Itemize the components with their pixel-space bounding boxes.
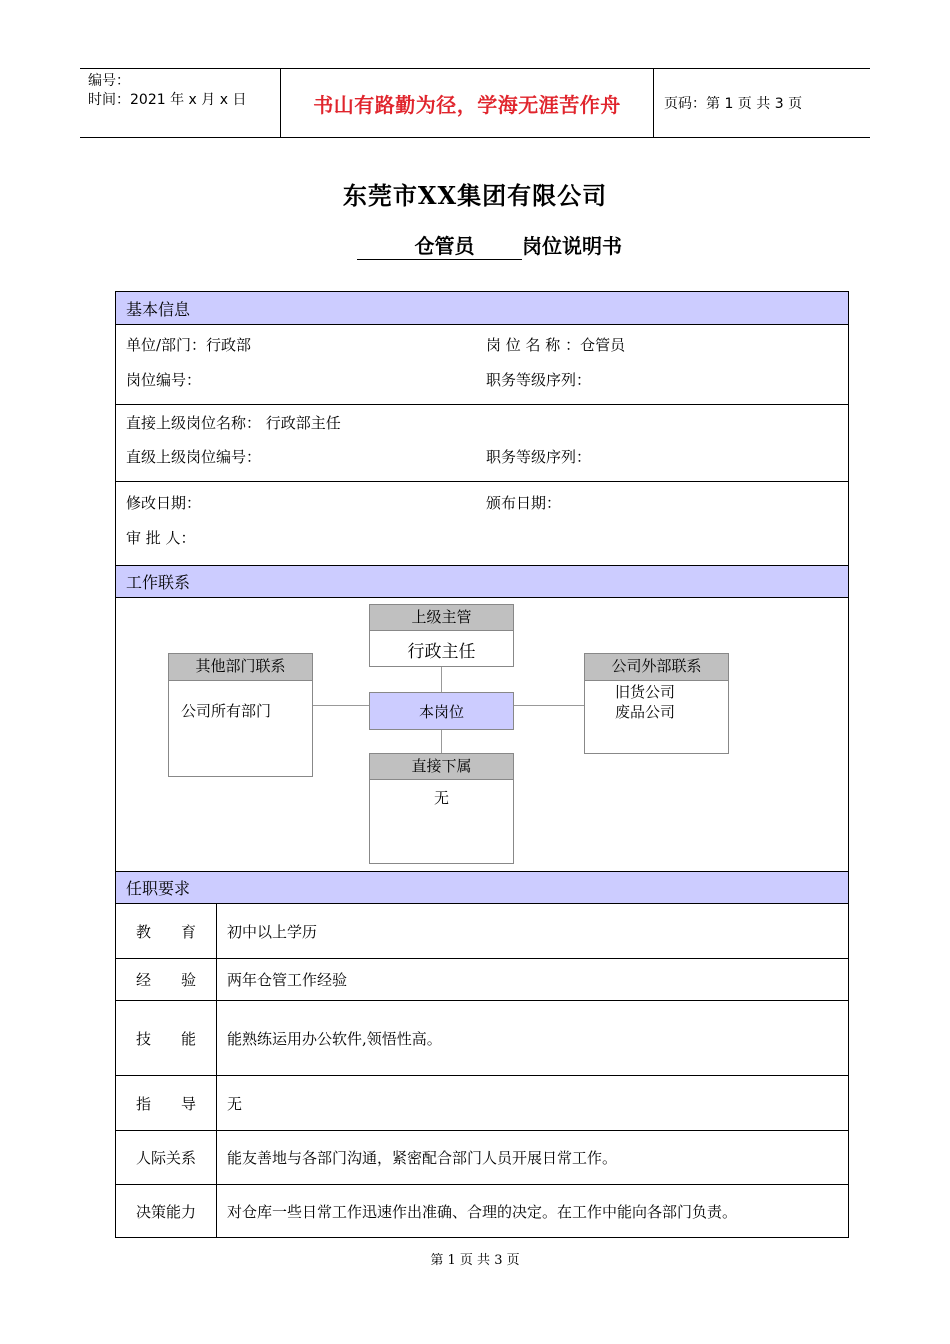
requirement-row [116, 1075, 848, 1130]
section-work-relations: 工作联系 [116, 565, 848, 598]
external-box-head: 公司外部联系 [585, 654, 728, 681]
doc-title-suffix: 岗位说明书 [522, 234, 622, 258]
doc-number-label: 编号： [88, 73, 130, 89]
company-title: 东莞市XX集团有限公司 [342, 181, 608, 210]
external-item: 废品公司 [615, 703, 676, 721]
requirement-key: 指 导 [116, 1076, 217, 1130]
post-name-field: 岗 位 名 称 ：仓管员 [486, 336, 626, 354]
subordinate-box-head: 直接下属 [370, 754, 513, 780]
requirement-value: 无 [227, 1094, 243, 1113]
divider [116, 481, 848, 482]
requirement-row [116, 1184, 848, 1237]
page-footer: 第 1 页 共 3 页 [430, 1253, 520, 1268]
connector-line [441, 729, 442, 754]
doc-title [357, 230, 622, 260]
header-meta [80, 69, 281, 137]
connector-line [312, 705, 369, 706]
connector-line [513, 705, 584, 706]
superior-box-body: 行政主任 [407, 642, 476, 662]
unit-field: 单位/部门：行政部 [126, 336, 252, 354]
superior-box [369, 604, 514, 667]
requirement-key: 教 育 [116, 904, 217, 958]
modify-date-field: 修改日期： [126, 494, 202, 512]
requirement-key: 经 验 [116, 959, 217, 1000]
post-number-field: 岗位编号： [126, 371, 202, 389]
requirement-value: 初中以上学历 [227, 922, 318, 941]
other-depts-box-head: 其他部门联系 [169, 654, 312, 681]
subordinate-box [369, 753, 514, 864]
other-depts-box [168, 653, 313, 777]
requirement-row [116, 1130, 848, 1184]
page-header [80, 68, 870, 138]
requirement-row [116, 958, 848, 1000]
requirement-value: 能熟练运用办公软件,领悟性高。 [227, 1029, 442, 1048]
requirement-value: 能友善地与各部门沟通，紧密配合部门人员开展日常工作。 [227, 1149, 618, 1167]
superior-name-field: 直接上级岗位名称： 行政部主任 [126, 414, 341, 432]
superior-box-head: 上级主管 [370, 605, 513, 631]
requirement-row [116, 903, 848, 958]
superior-number-field: 直级上级岗位编号： [126, 448, 262, 466]
self-post-box: 本岗位 [369, 692, 514, 730]
header-page-info: 页码：第 1 页 共 3 页 [664, 96, 803, 112]
publish-date-field: 颁布日期： [486, 494, 562, 512]
divider [116, 404, 848, 405]
doc-time-label: 时间：2021 年 x 月 x 日 [88, 92, 247, 108]
requirement-key: 人际关系 [116, 1131, 217, 1184]
grade-field-2: 职务等级序列： [486, 448, 592, 466]
external-box [584, 653, 729, 754]
approver-field: 审 批 人： [126, 529, 196, 547]
external-box-body [615, 682, 675, 722]
grade-field-1: 职务等级序列： [486, 371, 592, 389]
header-motto: 书山有路勤为径，学海无涯苦作舟 [281, 69, 654, 137]
external-item: 旧货公司 [615, 683, 676, 701]
section-requirements: 任职要求 [116, 871, 848, 904]
requirement-key: 决策能力 [116, 1185, 217, 1237]
position-name: 仓管员 [357, 230, 522, 260]
requirement-key: 技 能 [116, 1001, 217, 1075]
subordinate-box-body: 无 [433, 789, 449, 807]
other-depts-box-body: 公司所有部门 [181, 702, 272, 720]
section-basic-info: 基本信息 [116, 292, 848, 325]
requirement-row [116, 1000, 848, 1075]
job-description-form [115, 291, 849, 1238]
requirement-value: 两年仓管工作经验 [227, 971, 348, 989]
requirement-value: 对仓库一些日常工作迅速作出准确、合理的决定。在工作中能向各部门负责。 [227, 1202, 738, 1221]
